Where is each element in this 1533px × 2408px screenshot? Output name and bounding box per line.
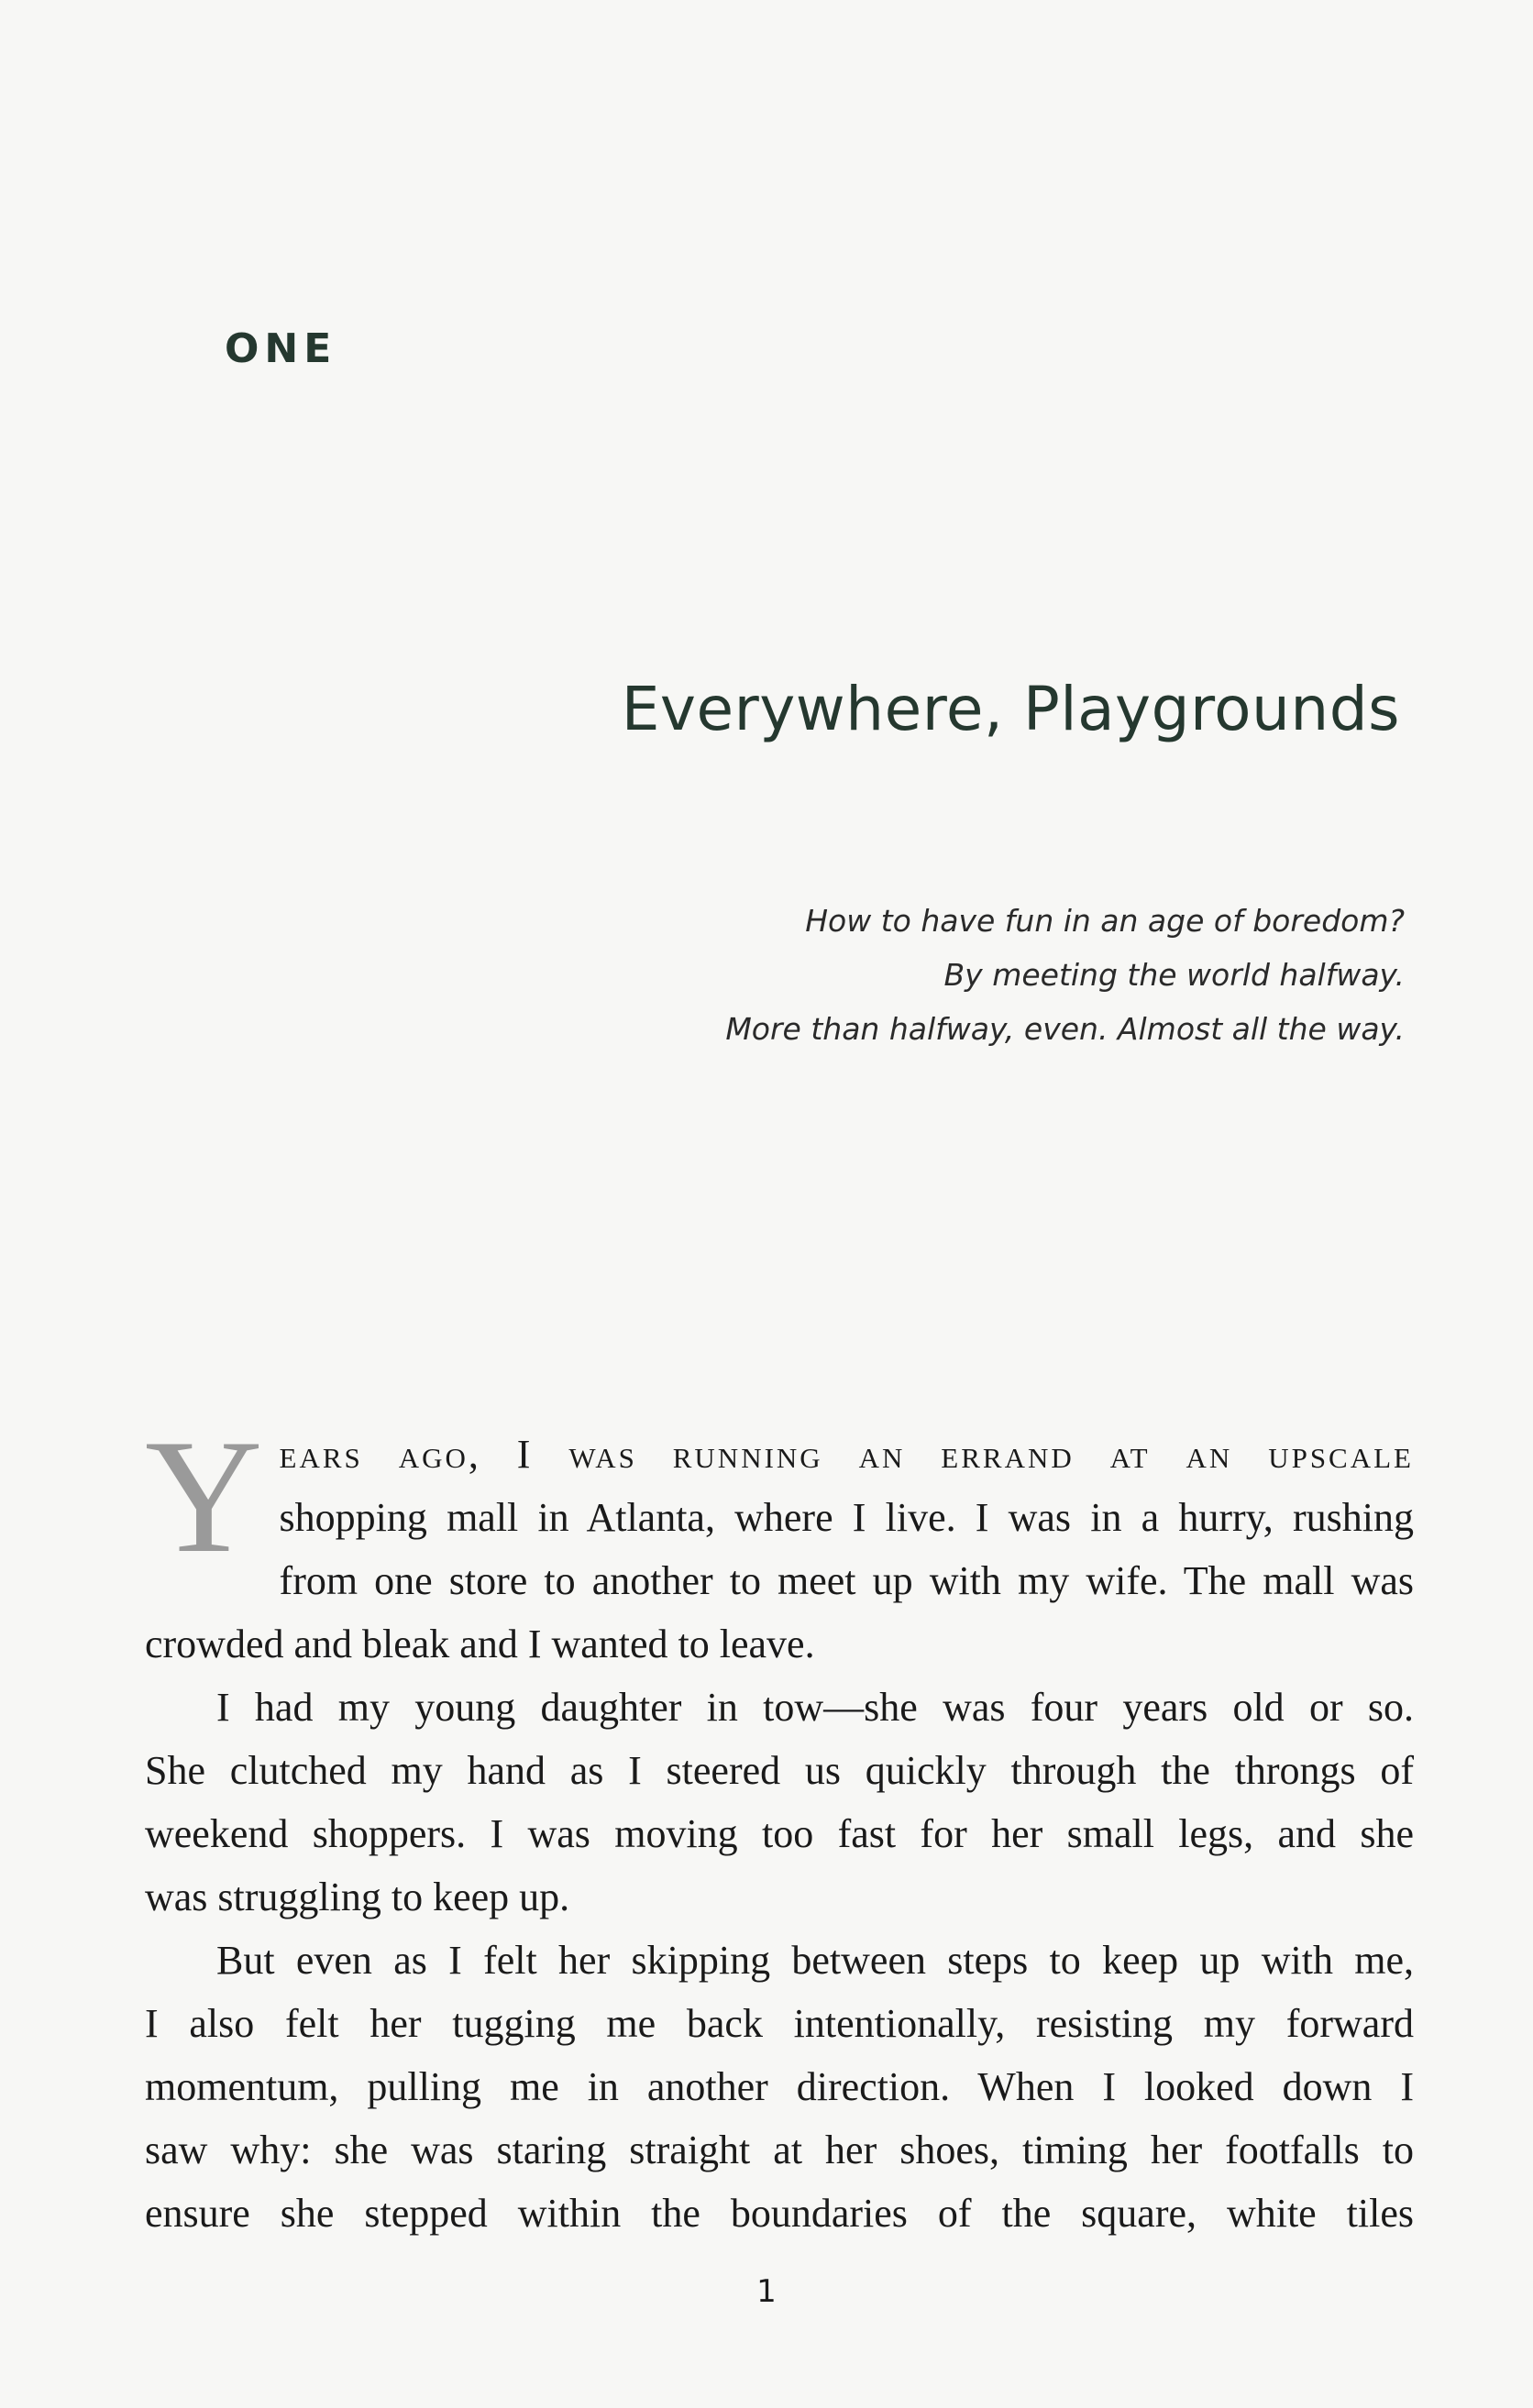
- text-line: crowded and bleak and I wanted to leave.: [145, 1622, 815, 1666]
- chapter-title: Everywhere, Playgrounds: [621, 674, 1400, 744]
- paragraph: [145, 1405, 1414, 1676]
- paragraph: [145, 1929, 1414, 2245]
- text-line: I had my young daughter in tow—she was four years old or so.: [216, 1685, 1414, 1730]
- chapter-number: ONE: [225, 325, 337, 372]
- text-line: I also felt her tugging me back intentionally, resisting my forward: [145, 2001, 1414, 2046]
- drop-cap: Y: [145, 1405, 263, 1587]
- epigraph-line: More than halfway, even. Almost all the way.: [725, 1011, 1405, 1047]
- text-line: was struggling to keep up.: [145, 1875, 570, 1919]
- text-line: from one store to another to meet up with my wife. The mall was: [279, 1558, 1414, 1603]
- text-line: But even as I felt her skipping between steps to keep up with me,: [216, 1938, 1414, 1983]
- body-text: [145, 1405, 1414, 2245]
- epigraph-line: By meeting the world halfway.: [943, 957, 1405, 993]
- epigraph: [725, 894, 1405, 1056]
- opening-line: [145, 1423, 1414, 1486]
- text-line: shopping mall in Atlanta, where I live. I was in a hurry, rushing: [279, 1495, 1414, 1540]
- page-number: 1: [756, 2273, 777, 2310]
- text-line: ensure she stepped within the boundaries of the square, white tiles: [145, 2191, 1414, 2236]
- opening-smallcaps: ears ago, I was running an errand at an upscale: [279, 1432, 1414, 1477]
- text-line: momentum, pulling me in another direction. When I looked down I: [145, 2064, 1414, 2109]
- paragraph: [145, 1676, 1414, 1929]
- text-line: She clutched my hand as I steered us quickly through the throngs of: [145, 1748, 1414, 1793]
- text-line: weekend shoppers. I was moving too fast for her small legs, and she: [145, 1811, 1414, 1856]
- epigraph-line: How to have fun in an age of boredom?: [805, 903, 1405, 939]
- text-line: saw why: she was staring straight at her shoes, timing her footfalls to: [145, 2128, 1414, 2172]
